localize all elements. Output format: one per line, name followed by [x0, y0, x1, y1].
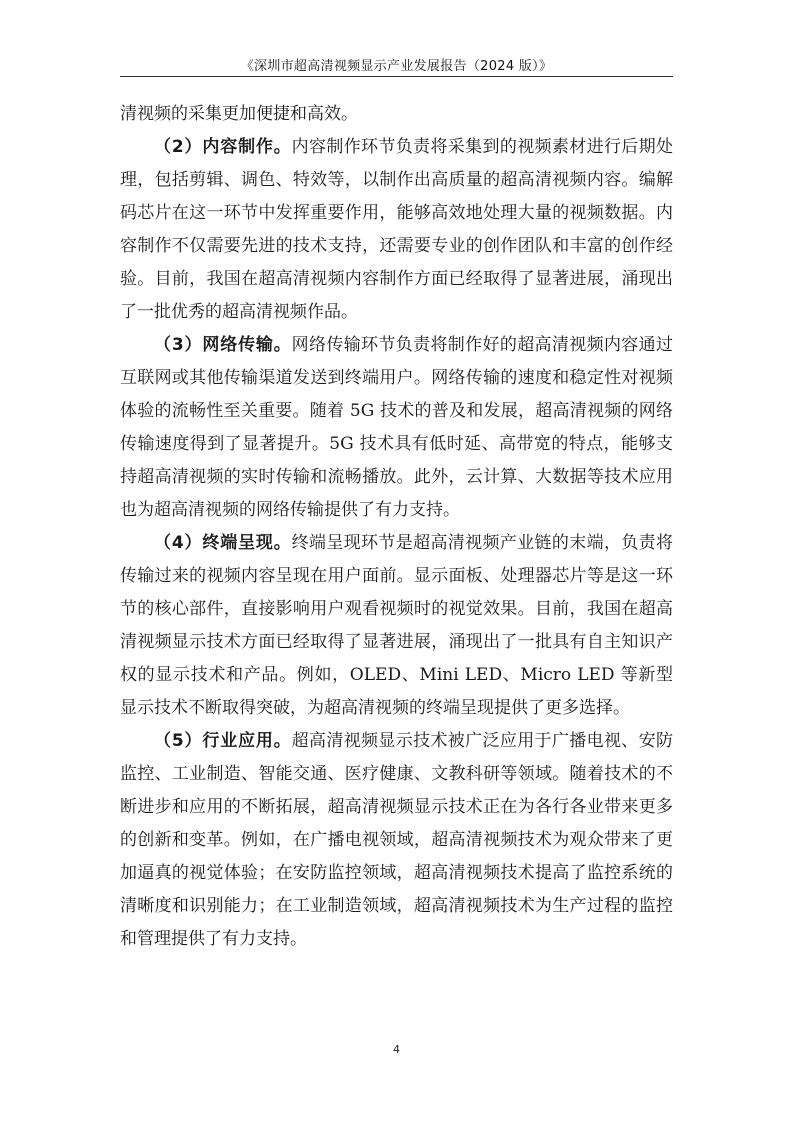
page-number: 4 [393, 1043, 400, 1056]
running-header: 《深圳市超高清视频显示产业发展报告（2024 版）》 [240, 59, 553, 74]
intro-paragraph: 清视频的采集更加便捷和高效。 [120, 104, 358, 124]
section-content-production [120, 131, 673, 329]
section-terminal-display [120, 527, 673, 725]
section-heading: （2）内容制作。 [154, 137, 292, 157]
section-industry-application [120, 725, 673, 956]
header-divider [120, 76, 673, 77]
section-text: 内容制作环节负责将采集到的视频素材进行后期处理，包括剪辑、调色、特效等，以制作出高质量的超高清视频内容。编解码芯片在这一环节中发挥重要作用，能够高效地处理大量的视频数据。内容制作不仅需要先进的技术支持，还需要专业的创作团队和丰富的创作经验。目前，我国在超高清视频内容制作方面已经取得了显著进展，涌现出了一批优秀的超高清视频作品。 [120, 137, 673, 322]
section-heading: （4）终端呈现。 [154, 533, 292, 553]
section-heading: （3）网络传输。 [154, 335, 292, 355]
section-text: 终端呈现环节是超高清视频产业链的末端，负责将传输过来的视频内容呈现在用户面前。显示面板、处理器芯片等是这一环节的核心部件，直接影响用户观看视频时的视觉效果。目前，我国在超高清视频显示技术方面已经取得了显著进展，涌现出了一批具有自主知识产权的显示技术和产品。例如，OLED、Mini LED、Micro LED 等新型显示技术不断取得突破，为超高清视频的终端呈现提供了更多选择。 [120, 533, 673, 718]
section-text: 超高清视频显示技术被广泛应用于广播电视、安防监控、工业制造、智能交通、医疗健康、文教科研等领域。随着技术的不断进步和应用的不断拓展，超高清视频显示技术正在为各行各业带来更多的创新和变革。例如，在广播电视领域，超高清视频技术为观众带来了更加逼真的视觉体验；在安防监控领域，超高清视频技术提高了监控系统的清晰度和识别能力；在工业制造领域，超高清视频技术为生产过程的监控和管理提供了有力支持。 [120, 731, 673, 949]
section-text: 网络传输环节负责将制作好的超高清视频内容通过互联网或其他传输渠道发送到终端用户。网络传输的速度和稳定性对视频体验的流畅性至关重要。随着 5G 技术的普及和发展，超高清视频的网络传输速度得到了显著提升。5G 技术具有低时延、高带宽的特点，能够支持超高清视频的实时传输和流畅播放。此外，云计算、大数据等技术应用也为超高清视频的网络传输提供了有力支持。 [120, 335, 673, 520]
section-network-transmission [120, 329, 673, 527]
section-heading: （5）行业应用。 [154, 731, 292, 751]
body-text [120, 98, 673, 956]
